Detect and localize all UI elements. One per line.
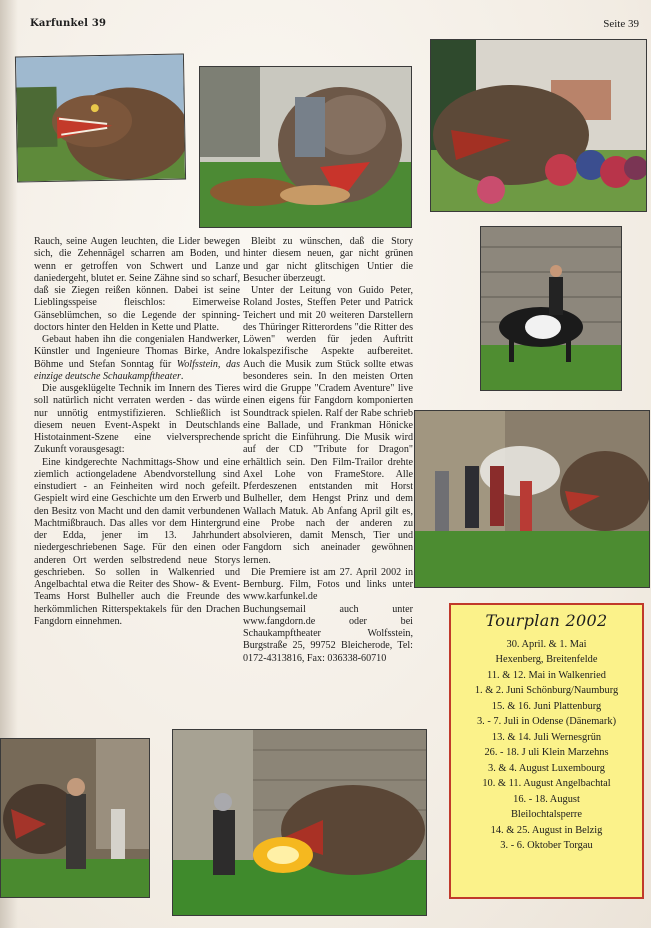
paragraph: Eine kindgerechte Nachmittags-Show und eine ziemlich actiongeladene Abendvorstellung sind einstudiert - an Feinheiten wird noch gefeilt. Gespielt wird eine Geschichte um den Erwerb und den Besitz von Macht und den damit verbundenen Machtmißbrauch. Das alles vor dem Hintergrund der Edda, jener im 13. Jahrhundert niedergeschriebenen Sage. Für den einen oder anderen Ort werden selbstredend neue Storys geschrieben. So sollen in Walkenried und Angelbachtal etwa die Reiter des Show- & Event-Teams Horst Bulheller auch die Freunde des herkömmlichen Ritterspektakels für den Drachen Fangdorn einnehmen. <box>34 456 240 627</box>
paragraph <box>34 334 240 383</box>
tour-date: 14. & 25. August in Belzig <box>490 824 603 836</box>
tour-date: 26. - 18. J uli Klein Marzehns <box>484 747 609 758</box>
italic-text: Wolfsstein, das einzige deutsche Schaukampftheater <box>34 358 241 382</box>
page-number: Seite 39 <box>603 18 639 30</box>
paragraph-text: . <box>180 370 184 382</box>
photo-knight-fighting-dragon <box>0 738 150 898</box>
tourplan-title: Tourplan 2002 <box>485 611 608 630</box>
paragraph: Die Premiere ist am 27. April 2002 in Bernburg. Film, Fotos und links unter www.karfunkel.de <box>243 566 413 603</box>
tour-date: 15. & 16. Juni Plattenburg <box>491 700 602 712</box>
photo-knights-dragon-smoke <box>414 410 650 588</box>
paragraph: Die ausgeklügelte Technik im Innern des Tieres soll natürlich nicht verraten werden - das würde nur unnötig entmystifizieren. Schließlich ist diesem neuen Event-Aspekt in Deutschlands Histotainment-Szene eine vielversprechende Zukunft vorausgesagt: <box>34 383 240 456</box>
paragraph: Unter der Leitung von Guido Peter, Roland Jostes, Steffen Peter und Patrick Teichert und mit 20 weiteren Darstellern des Thüringer Ritterordens "die Ritter des Löwen" werden für jeden Auftritt lokalspezifische Aspekte aufbereitet. Auch die Musik zum Stück sollte etwas besonderes sein. In den meisten Orten wird die Gruppe "Cradem Aventure" live einen eigens für Fangdorn komponierten Soundtrack spielen. Ralf der Rabe schrieb eine Ballade, und Frankman Hönicke spricht die Einführung. Die Musik wird auf der CD "Tribute for Dragon" erhältlich sein. Den Film-Trailor drehte Axel Lohe von FrameStore. Alle Pferdeszenen entstanden mit Horst Bulheller, dem Hengst Prinz und dem Wallach Matuk. Ab Anfang April gilt es, eine Probe nach der anderen zu absolvieren, damit Mensch, Tier und Fangdorn sich aneinader gewöhnen lernen. <box>243 285 413 566</box>
photo-dragon-with-horse <box>199 66 412 228</box>
tour-date: 13. & 14. Juli Wernesgrün <box>491 731 602 743</box>
photo-rider-by-castle-wall <box>480 226 622 391</box>
tour-date: 16. - 18. August <box>513 793 580 805</box>
tour-date: 3. & 4. August Luxembourg <box>488 762 605 774</box>
tour-date: 3. - 6. Oktober Torgau <box>500 840 593 851</box>
photo-dragon-with-children <box>430 39 647 212</box>
article-column-2 <box>243 236 413 665</box>
article-column-1 <box>34 236 240 628</box>
tour-date: 3. - 7. Juli in Odense (Dänemark) <box>476 716 617 727</box>
paragraph: Bleibt zu wünschen, daß die Story hinter diesem neuen, gar nicht grünen und gar nicht glitschigen Untier die Besucher überzeugt. <box>243 236 413 284</box>
paragraph-text: Gebaut haben ihn die congenialen Handwerker, Künstler und Ingenieure Thomas Birke, Andre Böhme und Stefan Sonntag für <box>34 334 240 370</box>
paragraph: Buchungsemail auch unter www.fangdorn.de oder bei Schaukampftheater Wolfsstein, Burgstraße 25, 99752 Bleicherode, Tel: 0172-4313816, Fax: 036338-60710 <box>243 603 413 664</box>
magazine-title: Karfunkel 39 <box>30 18 107 29</box>
tour-date: Hexenberg, Breitenfelde <box>495 654 598 665</box>
tour-date: Bleilochtalsperre <box>511 809 582 820</box>
tour-date: 1. & 2. Juni Schönburg/Naumburg <box>474 685 619 696</box>
paragraph: Rauch, seine Augen leuchten, die Lider bewegen sich, die Zehennägel scharren am Boden, und wenn er getroffen von Schwert und Lanze daniedergeht, blutet er. Seine Zähne sind so scharf, daß sie Ziegen reißen können. Dabei ist seine Lieblingsspeise fleischlos: Eimerweise Gänseblümchen, so die Legende der spinning-doctors hinter den Helden in Kette und Platte. <box>34 236 240 333</box>
tour-date: 30. April. & 1. Mai <box>506 638 587 650</box>
tour-date: 11. & 12. Mai in Walkenried <box>487 669 606 681</box>
tourplan-box <box>449 603 644 899</box>
photo-dragon-breathing-fire <box>172 729 427 916</box>
tour-date: 10. & 11. August Angelbachtal <box>482 778 611 789</box>
photo-dragon-head-field <box>15 54 186 183</box>
